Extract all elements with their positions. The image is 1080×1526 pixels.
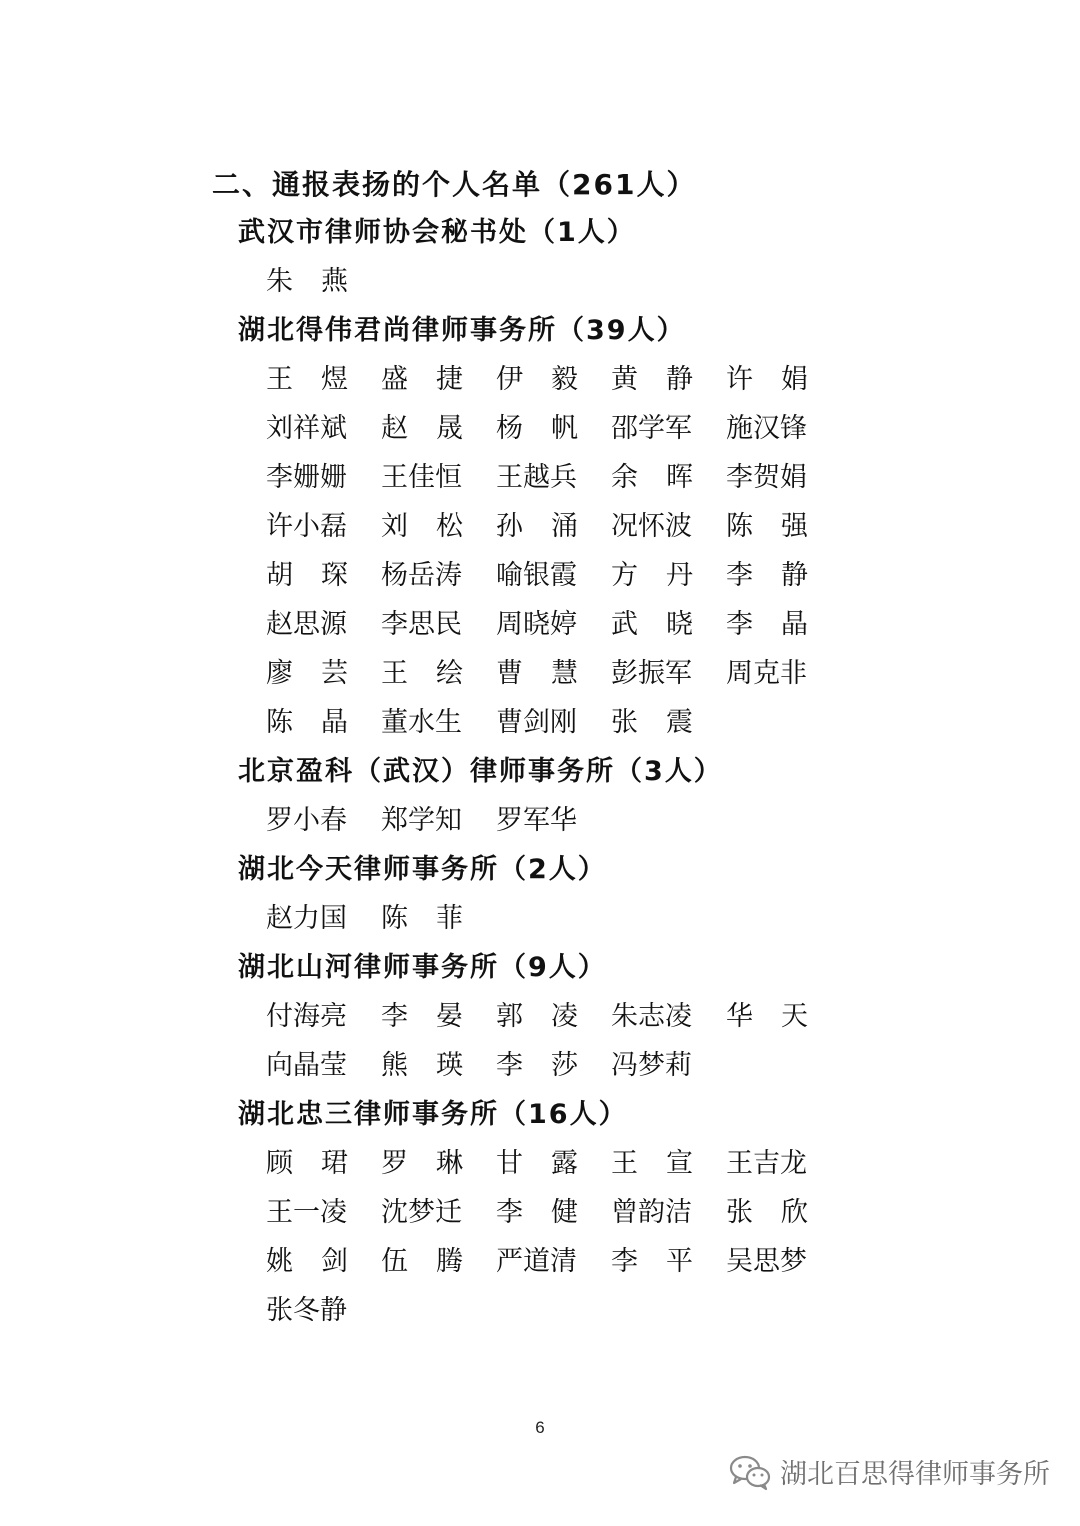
person-name: 杨 帆 — [496, 413, 578, 444]
person-name: 许小磊 — [266, 511, 347, 542]
person-name: 刘祥斌 — [266, 413, 347, 444]
firm-heading: 湖北得伟君尚律师事务所（39人） — [238, 315, 686, 346]
person-name: 沈梦迁 — [381, 1197, 462, 1228]
name-list — [238, 894, 858, 943]
person-name: 熊 瑛 — [381, 1050, 463, 1081]
person-name: 伍 腾 — [381, 1246, 463, 1277]
person-name: 陈 强 — [726, 511, 808, 542]
person-name: 王一凌 — [266, 1197, 347, 1228]
person-name: 邵学军 — [611, 413, 692, 444]
firm-heading: 湖北今天律师事务所（2人） — [238, 854, 607, 885]
person-name: 郭 凌 — [496, 1001, 578, 1032]
person-name: 方 丹 — [611, 560, 693, 591]
person-name: 伊 毅 — [496, 364, 578, 395]
person-name: 罗军华 — [496, 805, 577, 836]
person-name: 向晶莹 — [266, 1050, 347, 1081]
person-name: 李 莎 — [496, 1050, 578, 1081]
name-list — [238, 257, 858, 306]
person-name: 陈 菲 — [381, 903, 463, 934]
person-name: 李 静 — [726, 560, 808, 591]
honor-list — [238, 208, 858, 1335]
wechat-icon — [728, 1453, 772, 1491]
section-heading: 二、通报表扬的个人名单（261人） — [212, 168, 697, 201]
person-name: 廖 芸 — [266, 658, 348, 689]
person-name: 彭振军 — [611, 658, 692, 689]
person-name: 甘 露 — [496, 1148, 578, 1179]
person-name: 孙 涌 — [496, 511, 578, 542]
person-name: 刘 松 — [381, 511, 463, 542]
page-number: 6 — [535, 1418, 545, 1437]
person-name: 冯梦莉 — [611, 1050, 692, 1081]
person-name: 盛 捷 — [381, 364, 463, 395]
person-name: 况怀波 — [611, 511, 692, 542]
person-name: 施汉锋 — [726, 413, 807, 444]
person-name: 罗 琳 — [381, 1148, 463, 1179]
watermark-text: 湖北百思得律师事务所 — [780, 1459, 1050, 1490]
person-name: 曹 慧 — [496, 658, 578, 689]
name-list — [238, 1139, 858, 1335]
name-list — [238, 796, 858, 845]
person-name: 李贺娟 — [726, 462, 807, 493]
firm-heading: 湖北忠三律师事务所（16人） — [238, 1099, 628, 1130]
person-name: 顾 珺 — [266, 1148, 348, 1179]
person-name: 朱 燕 — [266, 266, 348, 297]
person-name: 付海亮 — [266, 1001, 347, 1032]
person-name: 罗小春 — [266, 805, 347, 836]
person-name: 许 娟 — [726, 364, 808, 395]
watermark — [728, 1452, 1050, 1491]
person-name: 董水生 — [381, 707, 462, 738]
person-name: 郑学知 — [381, 805, 462, 836]
person-name: 王吉龙 — [726, 1148, 807, 1179]
person-name: 李思民 — [381, 609, 462, 640]
name-list — [238, 355, 858, 747]
person-name: 王佳恒 — [381, 462, 462, 493]
person-name: 吴思梦 — [726, 1246, 807, 1277]
person-name: 姚 剑 — [266, 1246, 348, 1277]
firm-heading: 武汉市律师协会秘书处（1人） — [238, 217, 636, 248]
person-name: 周克非 — [726, 658, 807, 689]
person-name: 曾韵洁 — [611, 1197, 692, 1228]
firm-heading: 湖北山河律师事务所（9人） — [238, 952, 607, 983]
person-name: 华 天 — [726, 1001, 808, 1032]
person-name: 余 晖 — [611, 462, 693, 493]
person-name: 王 煜 — [266, 364, 348, 395]
person-name: 武 晓 — [611, 609, 693, 640]
person-name: 王越兵 — [496, 462, 577, 493]
firm-heading: 北京盈科（武汉）律师事务所（3人） — [238, 756, 723, 787]
person-name: 张 震 — [611, 707, 693, 738]
person-name: 李 健 — [496, 1197, 578, 1228]
person-name: 陈 晶 — [266, 707, 348, 738]
person-name: 赵力国 — [266, 903, 347, 934]
name-list — [238, 992, 858, 1090]
person-name: 李 平 — [611, 1246, 693, 1277]
person-name: 赵思源 — [266, 609, 347, 640]
person-name: 李 晏 — [381, 1001, 463, 1032]
person-name: 李姗姗 — [266, 462, 347, 493]
person-name: 赵 晟 — [381, 413, 463, 444]
person-name: 李 晶 — [726, 609, 808, 640]
person-name: 周晓婷 — [496, 609, 577, 640]
person-name: 张 欣 — [726, 1197, 808, 1228]
person-name: 喻银霞 — [496, 560, 577, 591]
person-name: 王 宣 — [611, 1148, 693, 1179]
person-name: 王 绘 — [381, 658, 463, 689]
person-name: 曹剑刚 — [496, 707, 577, 738]
person-name: 杨岳涛 — [381, 560, 462, 591]
person-name: 黄 静 — [611, 364, 693, 395]
person-name: 胡 琛 — [266, 560, 348, 591]
person-name: 严道清 — [496, 1246, 577, 1277]
person-name: 朱志凌 — [611, 1001, 692, 1032]
person-name: 张冬静 — [266, 1295, 347, 1326]
